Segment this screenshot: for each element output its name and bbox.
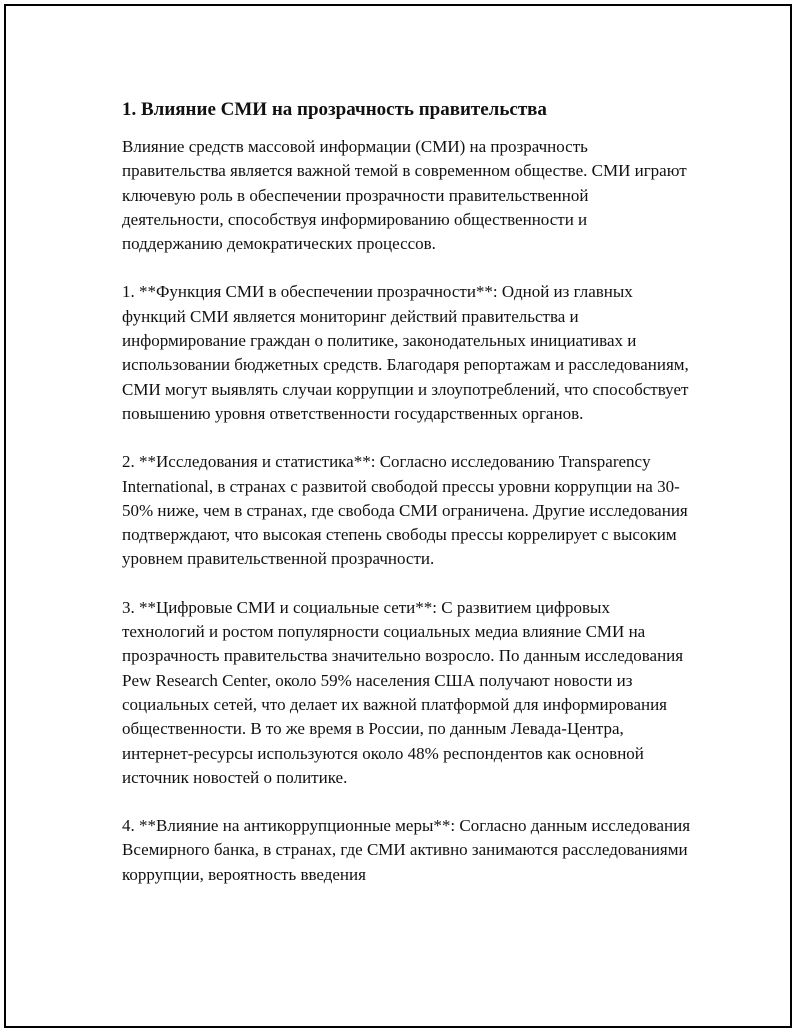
paragraph-digital-media: 3. **Цифровые СМИ и социальные сети**: С развитием цифровых технологий и ростом популярности социальных медиа влияние СМИ на прозрачность правительства значительно возросло. По данным исследования Pew Research Center, около 59% населения США получают новости из социальных сетей, что делает их важной платформой для информирования общественности. В то же время в России, по данным Левада-Центра, интернет-ресурсы используются около 48% респондентов как основной источник новостей о политике. (122, 597, 684, 787)
intro-paragraph: Влияние средств массовой информации (СМИ) на прозрачность правительства является важной темой в современном обществе. СМИ играют ключевую роль в обеспечении прозрачности правительственной деятельности, способствуя информированию общественности и поддержанию демократических процессов. (122, 137, 687, 254)
section-title: 1. Влияние СМИ на прозрачность правительства (122, 99, 547, 120)
paragraph-anticorruption: 4. **Влияние на антикоррупционные меры**: Согласно данным исследования Всемирного банка, в странах, где СМИ активно занимаются расследованиями коррупции, вероятность введения (122, 816, 691, 884)
document-content (122, 98, 692, 911)
paragraph-research-statistics: 2. **Исследования и статистика**: Согласно исследованию Transparency International, в странах с развитой свободой прессы уровни коррупции на 30-50% ниже, чем в странах, где свобода СМИ ограничена. Другие исследования подтверждают, что высокая степень свободы прессы коррелирует с высоким уровнем правительственной прозрачности. (122, 452, 688, 569)
document-page (4, 4, 792, 1028)
paragraph-media-function: 1. **Функция СМИ в обеспечении прозрачности**: Одной из главных функций СМИ является мониторинг действий правительства и информирование граждан о политике, законодательных инициативах и использовании бюджетных средств. Благодаря репортажам и расследованиям, СМИ могут выявлять случаи коррупции и злоупотреблений, что способствует повышению уровня ответственности государственных органов. (122, 282, 689, 423)
